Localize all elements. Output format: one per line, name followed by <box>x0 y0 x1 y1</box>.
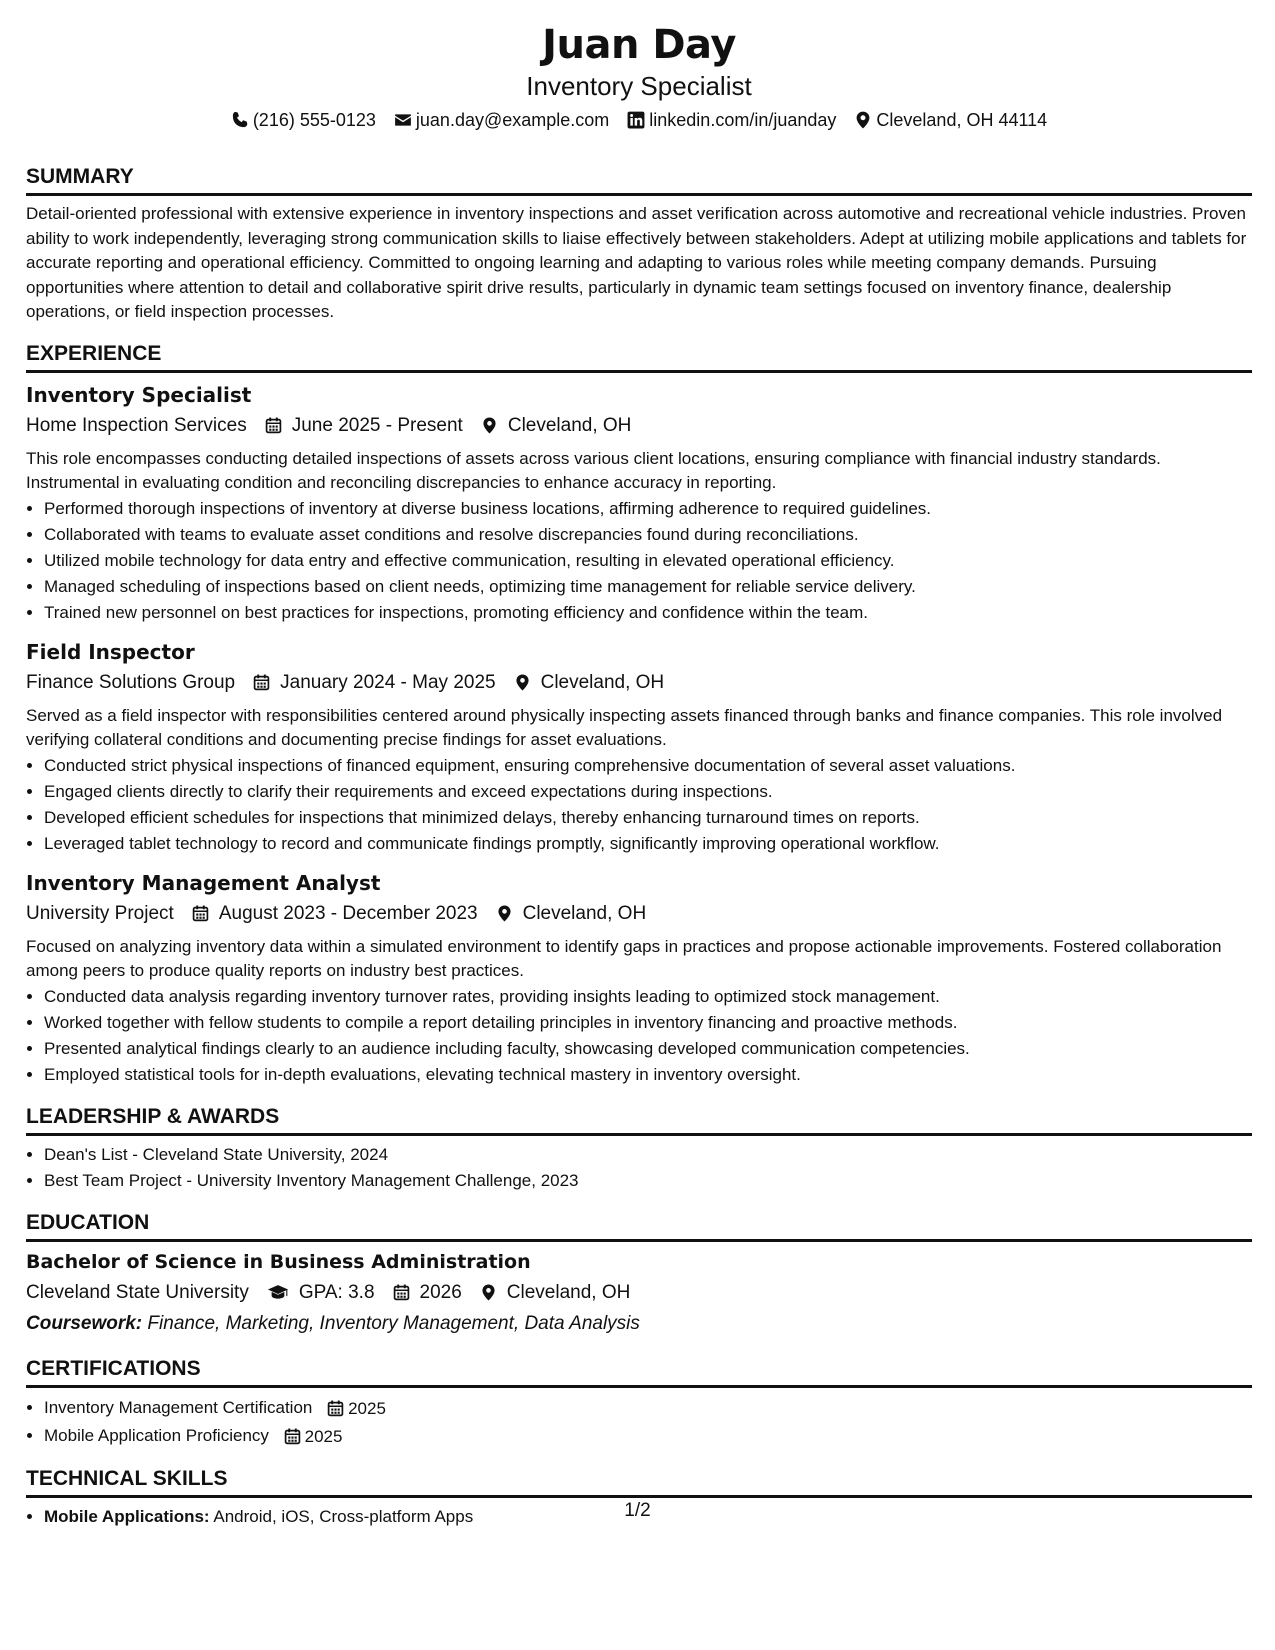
list-item: • Worked together with fellow students to compile a report detailing principles in inventory financing and proactive methods. <box>44 1010 1252 1036</box>
awards-section <box>26 1104 1252 1194</box>
degree-title: Bachelor of Science in Business Administration <box>26 1250 531 1273</box>
job-company: University Project <box>26 902 174 924</box>
job-description: This role encompasses conducting detailed inspections of assets across various client locations, ensuring compliance with financial industry standards. Instrumental in evaluating condition and reconciling discrepancies to enhance accuracy in reporting. <box>26 448 1161 492</box>
list-item: • Conducted strict physical inspections of financed equipment, ensuring comprehensive documentation of several asset valuations. <box>44 753 1252 779</box>
job-location: Cleveland, OH <box>540 671 665 693</box>
job-location: Cleveland, OH <box>522 902 647 924</box>
graduation-cap-icon <box>267 1284 289 1301</box>
section-heading: LEADERSHIP & AWARDS <box>26 1104 1252 1136</box>
list-item: • Engaged clients directly to clarify their requirements and exceed expectations during inspections. <box>44 779 1252 805</box>
section-heading: TECHNICAL SKILLS <box>26 1466 1252 1498</box>
list-item: • Dean's List - Cleveland State University, 2024 <box>44 1142 1252 1168</box>
summary-text: Detail-oriented professional with extensive experience in inventory inspections and asset verification across automotive and recreational vehicle industries. Proven ability to work independently, leveraging strong communication skills to liaise effectively between stakeholders. Adept at utilizing mobile applications and tablets for accurate reporting and operational efficiency. Committed to ongoing learning and adapting to various roles while meeting company demands. Pursuing opportunities where attention to detail and collaborative spirit drive results, particularly in dynamic team settings focused on inventory finance, dealership operations, or field inspection processes. <box>26 204 1247 321</box>
cert-year: 2025 <box>348 1398 386 1418</box>
job-entry <box>26 869 1252 1088</box>
cert-year: 2025 <box>304 1426 343 1446</box>
education-meta <box>26 1279 1252 1307</box>
section-heading: EXPERIENCE <box>26 341 1252 373</box>
resume-page <box>26 20 1252 1530</box>
linkedin-icon <box>627 111 645 129</box>
list-item <box>44 1422 1252 1450</box>
certifications-section <box>26 1356 1252 1450</box>
location-text: Cleveland, OH 44114 <box>876 110 1048 130</box>
certifications-list <box>26 1394 1252 1450</box>
coursework-label: Coursework: <box>26 1312 143 1334</box>
email-text: juan.day@example.com <box>415 110 610 130</box>
contact-phone[interactable] <box>231 108 376 132</box>
job-bullets <box>26 496 1252 626</box>
coursework <box>26 1310 1252 1338</box>
contact-linkedin[interactable] <box>627 108 836 132</box>
skill-value: Android, iOS, Cross-platform Apps <box>213 1506 474 1526</box>
job-title: Field Inspector <box>26 639 195 664</box>
cert-name: Mobile Application Proficiency <box>44 1425 269 1445</box>
candidate-title: Inventory Specialist <box>526 71 752 101</box>
job-entry <box>26 381 1252 626</box>
school-location: Cleveland, OH <box>506 1281 631 1303</box>
list-item: • Managed scheduling of inspections based on client needs, optimizing time management for reliable service delivery. <box>44 574 1252 600</box>
list-item: • Best Team Project - University Inventory Management Challenge, 2023 <box>44 1168 1252 1194</box>
list-item: • Utilized mobile technology for data entry and effective communication, resulting in elevated operational efficiency. <box>44 548 1252 574</box>
map-pin-icon <box>514 674 531 691</box>
job-title: Inventory Specialist <box>26 382 252 407</box>
job-meta <box>26 900 1252 928</box>
calendar-icon <box>327 1400 344 1417</box>
map-pin-icon <box>496 905 513 922</box>
map-pin-icon <box>854 111 872 129</box>
contact-bar <box>26 108 1252 132</box>
section-heading: SUMMARY <box>26 164 1252 196</box>
job-entry <box>26 638 1252 857</box>
job-location: Cleveland, OH <box>507 414 632 436</box>
job-dates: January 2024 - May 2025 <box>280 671 496 693</box>
list-item: • Conducted data analysis regarding inventory turnover rates, providing insights leading to optimized stock management. <box>44 984 1252 1010</box>
gpa-text: GPA: 3.8 <box>298 1281 375 1303</box>
job-dates: August 2023 - December 2023 <box>218 902 478 924</box>
job-meta <box>26 412 1252 440</box>
skill-label: Mobile Applications: <box>44 1506 210 1526</box>
candidate-name: Juan Day <box>542 22 736 68</box>
section-heading: EDUCATION <box>26 1210 1252 1242</box>
list-item: • Trained new personnel on best practices for inspections, promoting efficiency and confidence within the team. <box>44 600 1252 626</box>
map-pin-icon <box>480 1284 497 1301</box>
job-bullets <box>26 984 1252 1088</box>
job-company: Home Inspection Services <box>26 414 247 436</box>
education-section <box>26 1210 1252 1338</box>
calendar-icon <box>253 674 270 691</box>
job-bullets <box>26 753 1252 857</box>
job-description: Served as a field inspector with responsibilities centered around physically inspecting assets financed through banks and finance companies. This role involved verifying collateral conditions and documenting precise findings for asset evaluations. <box>26 705 1223 749</box>
list-item: • Developed efficient schedules for inspections that minimized delays, thereby enhancing turnaround times on reports. <box>44 805 1252 831</box>
phone-text: (216) 555-0123 <box>252 110 376 130</box>
section-heading: CERTIFICATIONS <box>26 1356 1252 1388</box>
list-item: • Leveraged tablet technology to record and communicate findings promptly, significantly improving operational workflow. <box>44 831 1252 857</box>
coursework-text: Finance, Marketing, Inventory Management, Data Analysis <box>147 1312 640 1334</box>
list-item: • Collaborated with teams to evaluate asset conditions and resolve discrepancies found during reconciliations. <box>44 522 1252 548</box>
job-company: Finance Solutions Group <box>26 671 236 693</box>
cert-name: Inventory Management Certification <box>44 1397 313 1417</box>
graduation-year: 2026 <box>419 1281 462 1303</box>
contact-email[interactable] <box>394 108 609 132</box>
calendar-icon <box>265 417 282 434</box>
job-description: Focused on analyzing inventory data within a simulated environment to identify gaps in practices and propose actionable improvements. Fostered collaboration among peers to produce quality reports on industry best practices. <box>26 936 1222 980</box>
list-item: • Employed statistical tools for in-depth evaluations, elevating technical mastery in inventory oversight. <box>44 1062 1252 1088</box>
envelope-icon <box>394 111 412 129</box>
school-name: Cleveland State University <box>26 1281 249 1303</box>
job-dates: June 2025 - Present <box>291 414 463 436</box>
calendar-icon <box>192 905 209 922</box>
page-number: 1/2 <box>624 1500 651 1521</box>
awards-list <box>26 1142 1252 1194</box>
list-item: • Presented analytical findings clearly to an audience including faculty, showcasing developed communication competencies. <box>44 1036 1252 1062</box>
experience-section <box>26 341 1252 1088</box>
map-pin-icon <box>481 417 498 434</box>
linkedin-text: linkedin.com/in/juanday <box>649 110 837 130</box>
phone-icon <box>231 111 249 129</box>
calendar-icon <box>284 1428 301 1445</box>
job-meta <box>26 669 1252 697</box>
list-item <box>44 1394 1252 1422</box>
calendar-icon <box>393 1284 410 1301</box>
summary-section <box>26 164 1252 325</box>
list-item: • Performed thorough inspections of inventory at diverse business locations, affirming adherence to required guidelines. <box>44 496 1252 522</box>
contact-location <box>854 108 1047 132</box>
job-title: Inventory Management Analyst <box>26 870 381 895</box>
